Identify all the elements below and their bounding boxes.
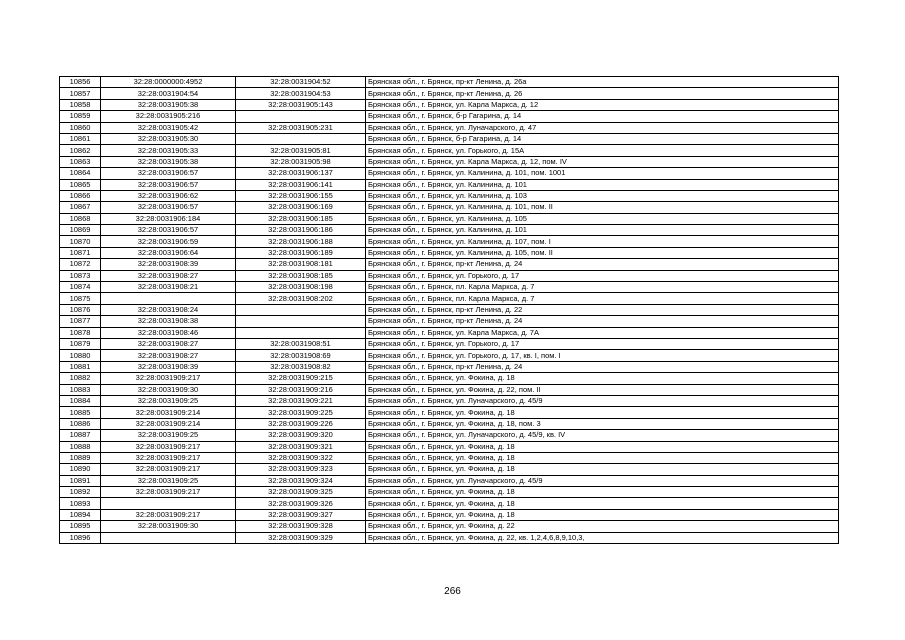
table-row [60,111,839,122]
row-number-cell: 10878 [60,327,101,338]
object-cadastral-number-cell: 32:28:0031906:141 [236,179,366,190]
row-number-cell: 10877 [60,316,101,327]
parcel-cadastral-number-cell: 32:28:0031908:27 [101,350,236,361]
parcel-cadastral-number-cell: 32:28:0031909:30 [101,521,236,532]
address-cell: Брянская обл., г. Брянск, ул. Фокина, д. 18 [366,509,839,520]
address-cell: Брянская обл., г. Брянск, ул. Калинина, д. 101, пом. 1001 [366,168,839,179]
table-row [60,202,839,213]
parcel-cadastral-number-cell: 32:28:0000000:4952 [101,77,236,88]
object-cadastral-number-cell: 32:28:0031909:324 [236,475,366,486]
parcel-cadastral-number-cell: 32:28:0031905:42 [101,122,236,133]
parcel-cadastral-number-cell: 32:28:0031908:46 [101,327,236,338]
table-row [60,350,839,361]
address-cell: Брянская обл., г. Брянск, ул. Калинина, д. 105, пом. II [366,247,839,258]
row-number-cell: 10881 [60,361,101,372]
address-cell: Брянская обл., г. Брянск, ул. Фокина, д. 22 [366,521,839,532]
object-cadastral-number-cell: 32:28:0031906:155 [236,190,366,201]
object-cadastral-number-cell: 32:28:0031909:327 [236,509,366,520]
parcel-cadastral-number-cell: 32:28:0031905:30 [101,133,236,144]
address-cell: Брянская обл., г. Брянск, пл. Карла Маркса, д. 7 [366,293,839,304]
object-cadastral-number-cell: 32:28:0031908:82 [236,361,366,372]
address-cell: Брянская обл., г. Брянск, пр-кт Ленина, д. 24 [366,361,839,372]
address-cell: Брянская обл., г. Брянск, ул. Фокина, д. 18 [366,452,839,463]
object-cadastral-number-cell: 32:28:0031904:53 [236,88,366,99]
object-cadastral-number-cell: 32:28:0031906:186 [236,225,366,236]
table-row [60,384,839,395]
address-cell: Брянская обл., г. Брянск, ул. Горького, д. 17, кв. I, пом. I [366,350,839,361]
page-number: 266 [444,586,461,597]
object-cadastral-number-cell [236,111,366,122]
table-row [60,247,839,258]
address-cell: Брянская обл., г. Брянск, ул. Калинина, д. 103 [366,190,839,201]
row-number-cell: 10872 [60,259,101,270]
object-cadastral-number-cell: 32:28:0031909:215 [236,373,366,384]
object-cadastral-number-cell: 32:28:0031908:69 [236,350,366,361]
parcel-cadastral-number-cell: 32:28:0031909:214 [101,418,236,429]
object-cadastral-number-cell: 32:28:0031909:322 [236,452,366,463]
address-cell: Брянская обл., г. Брянск, ул. Калинина, д. 101 [366,225,839,236]
object-cadastral-number-cell: 32:28:0031906:137 [236,168,366,179]
parcel-cadastral-number-cell: 32:28:0031909:25 [101,475,236,486]
table-row [60,293,839,304]
row-number-cell: 10890 [60,464,101,475]
parcel-cadastral-number-cell: 32:28:0031909:217 [101,464,236,475]
address-cell: Брянская обл., г. Брянск, ул. Калинина, д. 105 [366,213,839,224]
table-row [60,430,839,441]
address-cell: Брянская обл., г. Брянск, ул. Фокина, д. 18, пом. 3 [366,418,839,429]
parcel-cadastral-number-cell: 32:28:0031909:214 [101,407,236,418]
address-cell: Брянская обл., г. Брянск, пр-кт Ленина, д. 24 [366,316,839,327]
row-number-cell: 10870 [60,236,101,247]
table-row [60,407,839,418]
row-number-cell: 10873 [60,270,101,281]
object-cadastral-number-cell [236,327,366,338]
address-cell: Брянская обл., г. Брянск, ул. Фокина, д. 18 [366,373,839,384]
parcel-cadastral-number-cell: 32:28:0031906:184 [101,213,236,224]
table-row [60,475,839,486]
row-number-cell: 10885 [60,407,101,418]
row-number-cell: 10857 [60,88,101,99]
parcel-cadastral-number-cell: 32:28:0031908:38 [101,316,236,327]
address-cell: Брянская обл., г. Брянск, ул. Калинина, д. 101, пом. II [366,202,839,213]
table-row [60,145,839,156]
parcel-cadastral-number-cell: 32:28:0031906:57 [101,202,236,213]
parcel-cadastral-number-cell: 32:28:0031906:57 [101,179,236,190]
address-cell: Брянская обл., г. Брянск, ул. Калинина, д. 107, пом. I [366,236,839,247]
row-number-cell: 10896 [60,532,101,543]
parcel-cadastral-number-cell: 32:28:0031905:216 [101,111,236,122]
parcel-cadastral-number-cell: 32:28:0031908:39 [101,361,236,372]
parcel-cadastral-number-cell: 32:28:0031909:30 [101,384,236,395]
address-cell: Брянская обл., г. Брянск, ул. Луначарского, д. 45/9 [366,475,839,486]
parcel-cadastral-number-cell [101,293,236,304]
parcel-cadastral-number-cell: 32:28:0031905:38 [101,156,236,167]
table-row [60,498,839,509]
table-row [60,532,839,543]
object-cadastral-number-cell: 32:28:0031909:221 [236,395,366,406]
object-cadastral-number-cell: 32:28:0031906:185 [236,213,366,224]
object-cadastral-number-cell: 32:28:0031909:323 [236,464,366,475]
row-number-cell: 10859 [60,111,101,122]
row-number-cell: 10865 [60,179,101,190]
address-cell: Брянская обл., г. Брянск, ул. Фокина, д. 22, кв. 1,2,4,6,8,9,10,3, [366,532,839,543]
row-number-cell: 10867 [60,202,101,213]
parcel-cadastral-number-cell: 32:28:0031909:217 [101,441,236,452]
table-row [60,338,839,349]
object-cadastral-number-cell: 32:28:0031908:51 [236,338,366,349]
row-number-cell: 10866 [60,190,101,201]
row-number-cell: 10889 [60,452,101,463]
table-row [60,225,839,236]
row-number-cell: 10887 [60,430,101,441]
row-number-cell: 10884 [60,395,101,406]
table-row [60,122,839,133]
table-row [60,190,839,201]
row-number-cell: 10892 [60,487,101,498]
address-cell: Брянская обл., г. Брянск, ул. Луначарского, д. 45/9, кв. IV [366,430,839,441]
row-number-cell: 10860 [60,122,101,133]
parcel-cadastral-number-cell [101,532,236,543]
table-row [60,213,839,224]
table-row [60,179,839,190]
object-cadastral-number-cell: 32:28:0031909:328 [236,521,366,532]
table-row [60,304,839,315]
parcel-cadastral-number-cell: 32:28:0031909:217 [101,509,236,520]
parcel-cadastral-number-cell: 32:28:0031906:57 [101,168,236,179]
object-cadastral-number-cell: 32:28:0031908:198 [236,282,366,293]
row-number-cell: 10876 [60,304,101,315]
table-row [60,259,839,270]
table-row [60,77,839,88]
address-cell: Брянская обл., г. Брянск, б-р Гагарина, д. 14 [366,133,839,144]
table-row [60,487,839,498]
parcel-cadastral-number-cell: 32:28:0031909:217 [101,373,236,384]
parcel-cadastral-number-cell: 32:28:0031908:27 [101,338,236,349]
table-row [60,395,839,406]
parcel-cadastral-number-cell: 32:28:0031906:64 [101,247,236,258]
row-number-cell: 10871 [60,247,101,258]
parcel-cadastral-number-cell: 32:28:0031904:54 [101,88,236,99]
row-number-cell: 10868 [60,213,101,224]
table-row [60,452,839,463]
table-row [60,99,839,110]
object-cadastral-number-cell: 32:28:0031909:326 [236,498,366,509]
parcel-cadastral-number-cell: 32:28:0031905:33 [101,145,236,156]
address-cell: Брянская обл., г. Брянск, пр-кт Ленина, д. 26 [366,88,839,99]
address-cell: Брянская обл., г. Брянск, ул. Фокина, д. 18 [366,498,839,509]
object-cadastral-number-cell [236,316,366,327]
row-number-cell: 10888 [60,441,101,452]
object-cadastral-number-cell: 32:28:0031905:231 [236,122,366,133]
object-cadastral-number-cell: 32:28:0031908:202 [236,293,366,304]
address-cell: Брянская обл., г. Брянск, ул. Луначарского, д. 45/9 [366,395,839,406]
row-number-cell: 10864 [60,168,101,179]
table-row [60,373,839,384]
parcel-cadastral-number-cell: 32:28:0031906:57 [101,225,236,236]
table-row [60,133,839,144]
object-cadastral-number-cell: 32:28:0031909:329 [236,532,366,543]
object-cadastral-number-cell: 32:28:0031905:98 [236,156,366,167]
object-cadastral-number-cell: 32:28:0031906:188 [236,236,366,247]
row-number-cell: 10886 [60,418,101,429]
address-cell: Брянская обл., г. Брянск, ул. Карла Маркса, д. 12, пом. IV [366,156,839,167]
row-number-cell: 10869 [60,225,101,236]
address-cell: Брянская обл., г. Брянск, ул. Карла Маркса, д. 12 [366,99,839,110]
row-number-cell: 10895 [60,521,101,532]
object-cadastral-number-cell: 32:28:0031905:81 [236,145,366,156]
table-row [60,282,839,293]
address-cell: Брянская обл., г. Брянск, пр-кт Ленина, д. 24 [366,259,839,270]
row-number-cell: 10861 [60,133,101,144]
object-cadastral-number-cell: 32:28:0031909:321 [236,441,366,452]
table-row [60,464,839,475]
parcel-cadastral-number-cell: 32:28:0031909:217 [101,452,236,463]
row-number-cell: 10882 [60,373,101,384]
row-number-cell: 10863 [60,156,101,167]
table-row [60,236,839,247]
address-cell: Брянская обл., г. Брянск, пл. Карла Маркса, д. 7 [366,282,839,293]
object-cadastral-number-cell: 32:28:0031909:225 [236,407,366,418]
address-cell: Брянская обл., г. Брянск, ул. Фокина, д. 18 [366,407,839,418]
cadastral-register-table [59,76,839,544]
table-row [60,521,839,532]
address-cell: Брянская обл., г. Брянск, ул. Горького, д. 17 [366,270,839,281]
table-row [60,327,839,338]
parcel-cadastral-number-cell: 32:28:0031908:21 [101,282,236,293]
object-cadastral-number-cell: 32:28:0031909:325 [236,487,366,498]
table-row [60,168,839,179]
object-cadastral-number-cell: 32:28:0031909:216 [236,384,366,395]
object-cadastral-number-cell: 32:28:0031905:143 [236,99,366,110]
table-row [60,361,839,372]
address-cell: Брянская обл., г. Брянск, ул. Калинина, д. 101 [366,179,839,190]
object-cadastral-number-cell: 32:28:0031906:189 [236,247,366,258]
parcel-cadastral-number-cell: 32:28:0031909:217 [101,487,236,498]
address-cell: Брянская обл., г. Брянск, ул. Карла Маркса, д. 7А [366,327,839,338]
address-cell: Брянская обл., г. Брянск, ул. Фокина, д. 22, пом. II [366,384,839,395]
row-number-cell: 10862 [60,145,101,156]
table-row [60,270,839,281]
object-cadastral-number-cell [236,304,366,315]
address-cell: Брянская обл., г. Брянск, ул. Фокина, д. 18 [366,487,839,498]
object-cadastral-number-cell: 32:28:0031904:52 [236,77,366,88]
row-number-cell: 10858 [60,99,101,110]
object-cadastral-number-cell: 32:28:0031909:320 [236,430,366,441]
address-cell: Брянская обл., г. Брянск, ул. Горького, д. 15А [366,145,839,156]
parcel-cadastral-number-cell: 32:28:0031906:59 [101,236,236,247]
object-cadastral-number-cell: 32:28:0031909:226 [236,418,366,429]
row-number-cell: 10893 [60,498,101,509]
object-cadastral-number-cell: 32:28:0031908:181 [236,259,366,270]
parcel-cadastral-number-cell: 32:28:0031906:62 [101,190,236,201]
table-row [60,88,839,99]
address-cell: Брянская обл., г. Брянск, пр-кт Ленина, д. 26а [366,77,839,88]
row-number-cell: 10875 [60,293,101,304]
address-cell: Брянская обл., г. Брянск, ул. Луначарского, д. 47 [366,122,839,133]
table-body [60,77,839,544]
table-row [60,316,839,327]
address-cell: Брянская обл., г. Брянск, ул. Фокина, д. 18 [366,441,839,452]
parcel-cadastral-number-cell: 32:28:0031909:25 [101,395,236,406]
table-row [60,441,839,452]
row-number-cell: 10874 [60,282,101,293]
row-number-cell: 10856 [60,77,101,88]
address-cell: Брянская обл., г. Брянск, б-р Гагарина, д. 14 [366,111,839,122]
table-row [60,418,839,429]
address-cell: Брянская обл., г. Брянск, ул. Горького, д. 17 [366,338,839,349]
parcel-cadastral-number-cell: 32:28:0031905:38 [101,99,236,110]
row-number-cell: 10894 [60,509,101,520]
object-cadastral-number-cell: 32:28:0031908:185 [236,270,366,281]
object-cadastral-number-cell [236,133,366,144]
parcel-cadastral-number-cell: 32:28:0031909:25 [101,430,236,441]
row-number-cell: 10880 [60,350,101,361]
row-number-cell: 10883 [60,384,101,395]
parcel-cadastral-number-cell: 32:28:0031908:39 [101,259,236,270]
table-row [60,156,839,167]
row-number-cell: 10891 [60,475,101,486]
address-cell: Брянская обл., г. Брянск, пр-кт Ленина, д. 22 [366,304,839,315]
table-row [60,509,839,520]
address-cell: Брянская обл., г. Брянск, ул. Фокина, д. 18 [366,464,839,475]
row-number-cell: 10879 [60,338,101,349]
parcel-cadastral-number-cell: 32:28:0031908:27 [101,270,236,281]
object-cadastral-number-cell: 32:28:0031906:169 [236,202,366,213]
parcel-cadastral-number-cell [101,498,236,509]
parcel-cadastral-number-cell: 32:28:0031908:24 [101,304,236,315]
